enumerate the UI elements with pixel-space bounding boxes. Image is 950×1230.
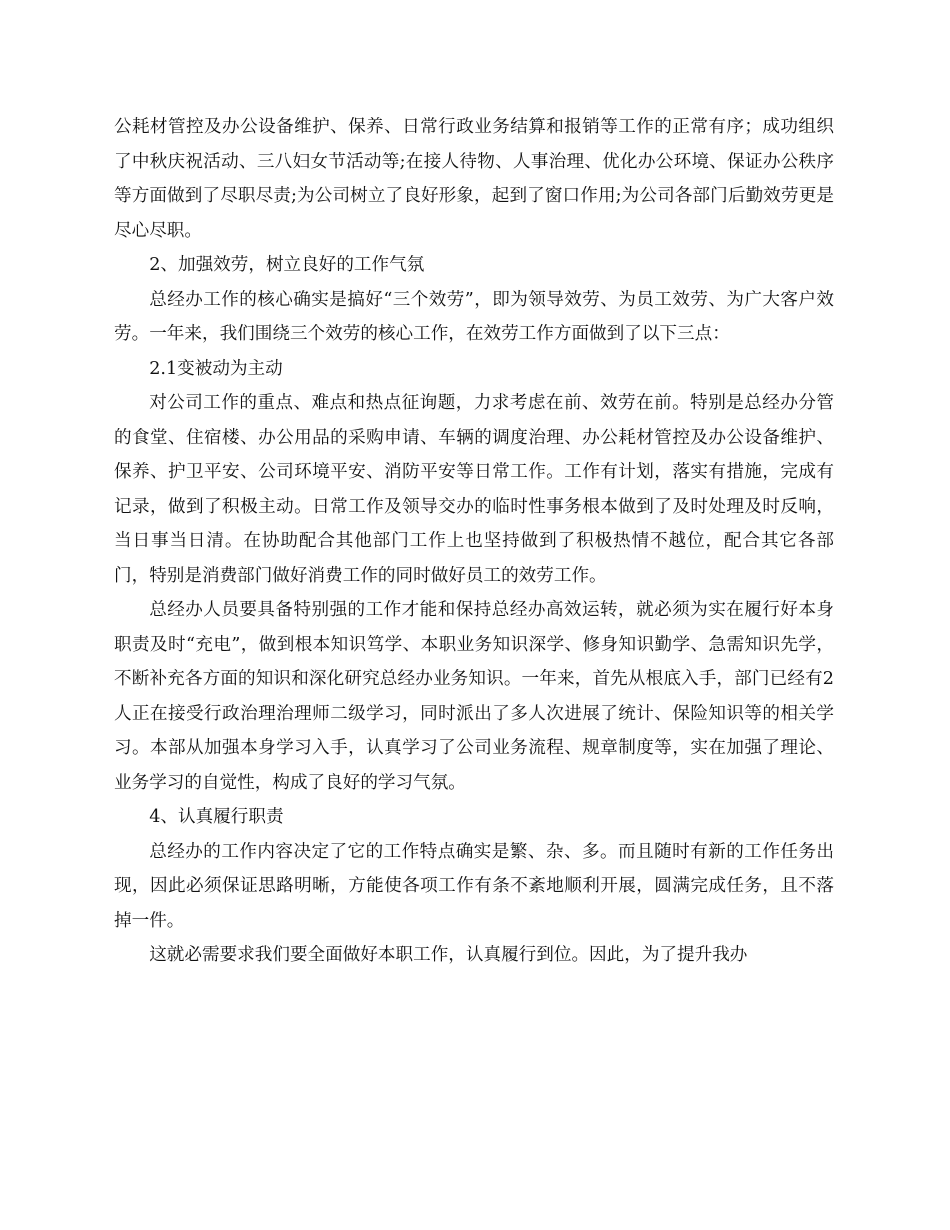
paragraph: 总经办工作的核心确实是搞好“三个效劳”，即为领导效劳、为员工效劳、为广大客户效劳。一年来，我们围绕三个效劳的核心工作，在效劳工作方面做到了以下三点： xyxy=(114,289,834,344)
paragraph: 这就必需要求我们要全面做好本职工作，认真履行到位。因此，为了提升我办 xyxy=(149,945,748,965)
paragraph: 对公司工作的重点、难点和热点征询题，力求考虑在前、效劳在前。特别是总经办分管的食堂、住宿楼、办公用品的采购申请、车辆的调度治理、办公耗材管控及办公设备维护、保养、护卫平安、公司环境平安、消防平安等日常工作。工作有计划，落实有措施，完成有记录，做到了积极主动。日常工作及领导交办的临时性事务根本做到了及时处理及时反响，当日事当日清。在协助配合其他部门工作上也坚持做到了积极热情不越位，配合其它各部门，特别是消费部门做好消费工作的同时做好员工的效劳工作。 xyxy=(114,393,834,586)
paragraph: 公耗材管控及办公设备维护、保养、日常行政业务结算和报销等工作的正常有序；成功组织了中秋庆祝活动、三八妇女节活动等;在接人待物、人事治理、优化办公环境、保证办公秩序等方面做到了尽职尽责;为公司树立了良好形象，起到了窗口作用;为公司各部门后勤效劳更是尽心尽职。 xyxy=(114,117,834,241)
paragraph: 总经办的工作内容决定了它的工作特点确实是繁、杂、多。而且随时有新的工作任务出现，因此必须保证思路明晰，方能使各项工作有条不紊地顺利开展，圆满完成任务，且不落掉一件。 xyxy=(114,841,834,931)
section-heading: 4、认真履行职责 xyxy=(149,807,284,827)
paragraph: 总经办人员要具备特别强的工作才能和保持总经办高效运转，就必须为实在履行好本身职责及时“充电”，做到根本知识笃学、本职业务知识深学、修身知识勤学、急需知识先学，不断补充各方面的知识和深化研究总经办业务知识。一年来，首先从根底入手，部门已经有2人正在接受行政治理治理师二级学习，同时派出了多人次进展了统计、保险知识等的相关学习。本部从加强本身学习入手，认真学习了公司业务流程、规章制度等，实在加强了理论、业务学习的自觉性，构成了良好的学习气氛。 xyxy=(114,600,834,793)
section-heading: 2、加强效劳，树立良好的工作气氛 xyxy=(149,255,425,275)
document-page xyxy=(114,110,834,973)
subsection-heading: 2.1变被动为主动 xyxy=(149,358,283,379)
